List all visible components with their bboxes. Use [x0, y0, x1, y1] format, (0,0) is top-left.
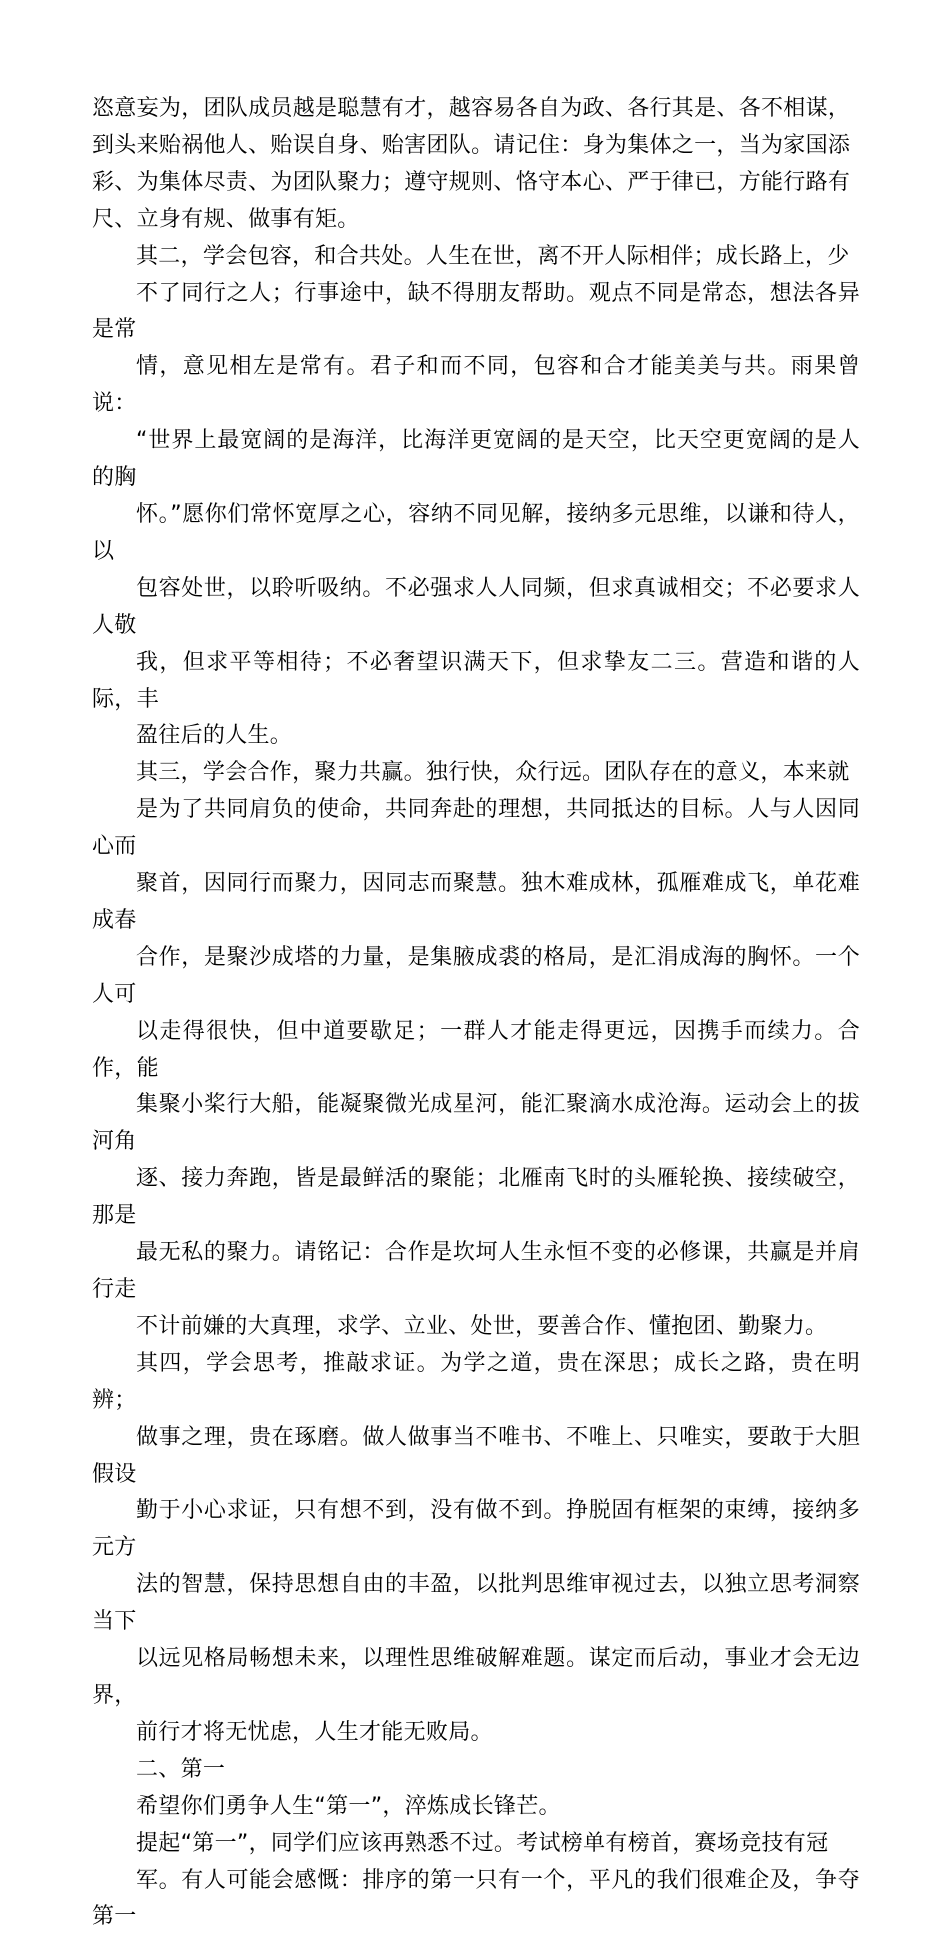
- text-line: 逐、接力奔跑，皆是最鲜活的聚能；北雁南飞时的头雁轮换、接续破空，那是: [92, 1161, 860, 1235]
- text-line: 不了同行之人；行事途中，缺不得朋友帮助。观点不同是常态，想法各异是常: [92, 276, 860, 350]
- text-line: 提起“第一”，同学们应该再熟悉不过。考试榜单有榜首，赛场竞技有冠: [92, 1826, 860, 1863]
- paragraph: [92, 91, 860, 239]
- paragraph: [92, 1789, 860, 1826]
- text-line: 怀。”愿你们常怀宽厚之心，容纳不同见解，接纳多元思维，以谦和待人，以: [92, 497, 860, 571]
- paragraph: [92, 239, 860, 756]
- text-line: 到头来贻祸他人、贻误自身、贻害团队。请记住：身为集体之一，当为家国添: [92, 128, 860, 165]
- text-line: 我，但求平等相待；不必奢望识满天下，但求挚友二三。营造和谐的人际，丰: [92, 645, 860, 719]
- text-line: 恣意妄为，团队成员越是聪慧有才，越容易各自为政、各行其是、各不相谋，: [92, 91, 860, 128]
- text-line: 勤于小心求证，只有想不到，没有做不到。挣脱固有框架的束缚，接纳多元方: [92, 1493, 860, 1567]
- text-line: 军。有人可能会感慨：排序的第一只有一个，平凡的我们很难企及，争夺第一: [92, 1863, 860, 1936]
- text-line: 不计前嫌的大真理，求学、立业、处世，要善合作、懂抱团、勤聚力。: [92, 1309, 860, 1346]
- text-line: 以走得很快，但中道要歇足；一群人才能走得更远，因携手而续力。合作，能: [92, 1014, 860, 1088]
- text-line: 法的智慧，保持思想自由的丰盈，以批判思维审视过去，以独立思考洞察当下: [92, 1567, 860, 1641]
- text-line: 情，意见相左是常有。君子和而不同，包容和合才能美美与共。雨果曾说：: [92, 349, 860, 423]
- text-line: 前行才将无忧虑，人生才能无败局。: [92, 1715, 860, 1752]
- text-line: 最无私的聚力。请铭记：合作是坎坷人生永恒不变的必修课，共赢是并肩行走: [92, 1235, 860, 1309]
- text-line: 合作，是聚沙成塔的力量，是集腋成裘的格局，是汇涓成海的胸怀。一个人可: [92, 940, 860, 1014]
- text-line: 尺、立身有规、做事有矩。: [92, 202, 860, 239]
- text-line: 彩、为集体尽责、为团队聚力；遵守规则、恪守本心、严于律已，方能行路有: [92, 165, 860, 202]
- text-line: 聚首，因同行而聚力，因同志而聚慧。独木难成林，孤雁难成飞，单花难成春: [92, 866, 860, 940]
- text-line: 其四，学会思考，推敲求证。为学之道，贵在深思；成长之路，贵在明辨；: [92, 1346, 860, 1420]
- document-page: [92, 91, 860, 1936]
- paragraph: [92, 1826, 860, 1936]
- text-line: 二、第一: [92, 1752, 860, 1789]
- paragraph: [92, 1752, 860, 1789]
- paragraph: [92, 755, 860, 1346]
- text-line: 其二，学会包容，和合共处。人生在世，离不开人际相伴；成长路上，少: [92, 239, 860, 276]
- text-line: 其三，学会合作，聚力共赢。独行快，众行远。团队存在的意义，本来就: [92, 755, 860, 792]
- text-line: 是为了共同肩负的使命，共同奔赴的理想，共同抵达的目标。人与人因同心而: [92, 792, 860, 866]
- paragraph: [92, 1346, 860, 1752]
- text-line: 做事之理，贵在琢磨。做人做事当不唯书、不唯上、只唯实，要敢于大胆假设: [92, 1420, 860, 1494]
- text-line: 包容处世，以聆听吸纳。不必强求人人同频，但求真诚相交；不必要求人人敬: [92, 571, 860, 645]
- text-line: “世界上最宽阔的是海洋，比海洋更宽阔的是天空，比天空更宽阔的是人的胸: [92, 423, 860, 497]
- text-line: 集聚小桨行大船，能凝聚微光成星河，能汇聚滴水成沧海。运动会上的拔河角: [92, 1087, 860, 1161]
- text-line: 盈往后的人生。: [92, 718, 860, 755]
- text-line: 希望你们勇争人生“第一”，淬炼成长锋芒。: [92, 1789, 860, 1826]
- text-line: 以远见格局畅想未来，以理性思维破解难题。谋定而后动，事业才会无边界，: [92, 1641, 860, 1715]
